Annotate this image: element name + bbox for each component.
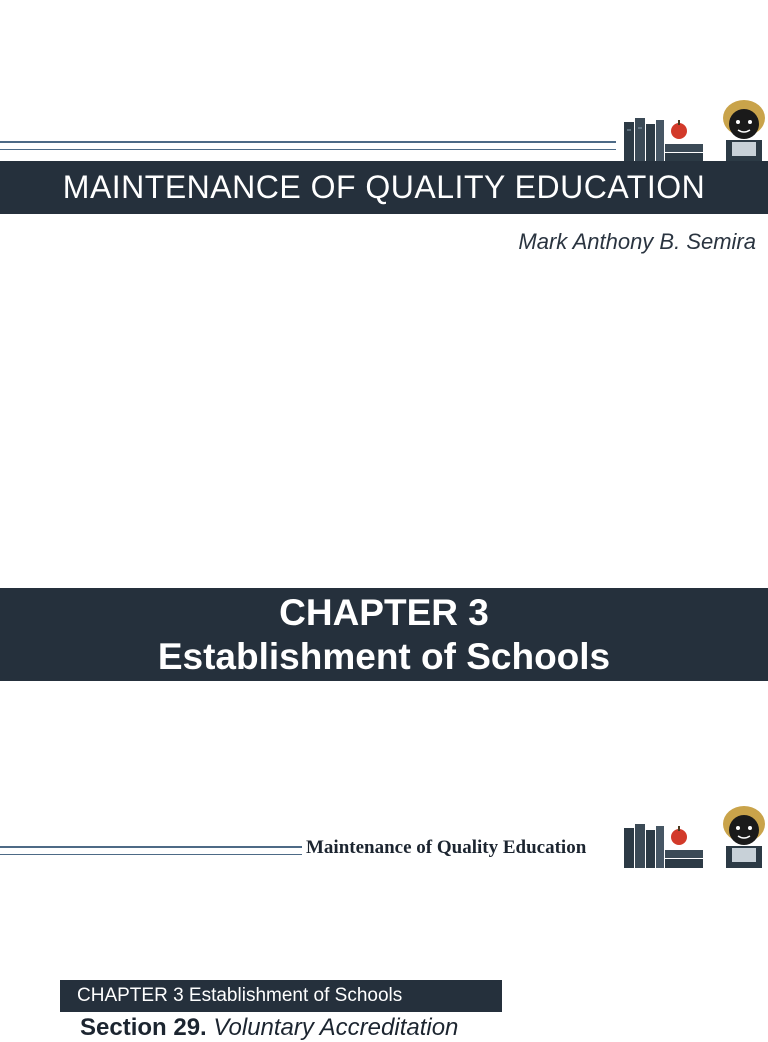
chapter-number: CHAPTER 3	[279, 591, 489, 633]
books-and-student-illustration	[618, 100, 768, 162]
author-name: Mark Anthony B. Semira	[518, 229, 756, 254]
section-number: Section 29.	[80, 1014, 207, 1041]
books-and-student-illustration	[618, 806, 768, 868]
chapter-label: CHAPTER 3 Establishment of Schools	[77, 985, 403, 1006]
books-icon	[624, 118, 703, 162]
chapter-label-bar	[60, 980, 502, 1012]
chapter-slide	[0, 540, 768, 740]
slide-header-title: Maintenance of Quality Education	[306, 837, 587, 858]
section-heading	[80, 1014, 458, 1042]
header-rule-top	[0, 846, 302, 848]
student-icon	[723, 806, 765, 868]
section-title: Voluntary Accreditation	[213, 1014, 459, 1041]
section-slide	[0, 740, 768, 1041]
apple-icon	[671, 826, 687, 845]
main-title-bar	[0, 161, 768, 214]
chapter-title-bar	[0, 588, 768, 681]
books-icon	[624, 824, 703, 868]
chapter-title: Establishment of Schools	[157, 635, 611, 677]
header-rule-bottom	[0, 854, 302, 855]
apple-icon	[671, 120, 687, 139]
main-title: MAINTENANCE OF QUALITY EDUCATION	[62, 169, 706, 205]
header-rule-bottom	[0, 149, 616, 150]
student-icon	[723, 100, 765, 162]
header-rule-top	[0, 141, 616, 143]
